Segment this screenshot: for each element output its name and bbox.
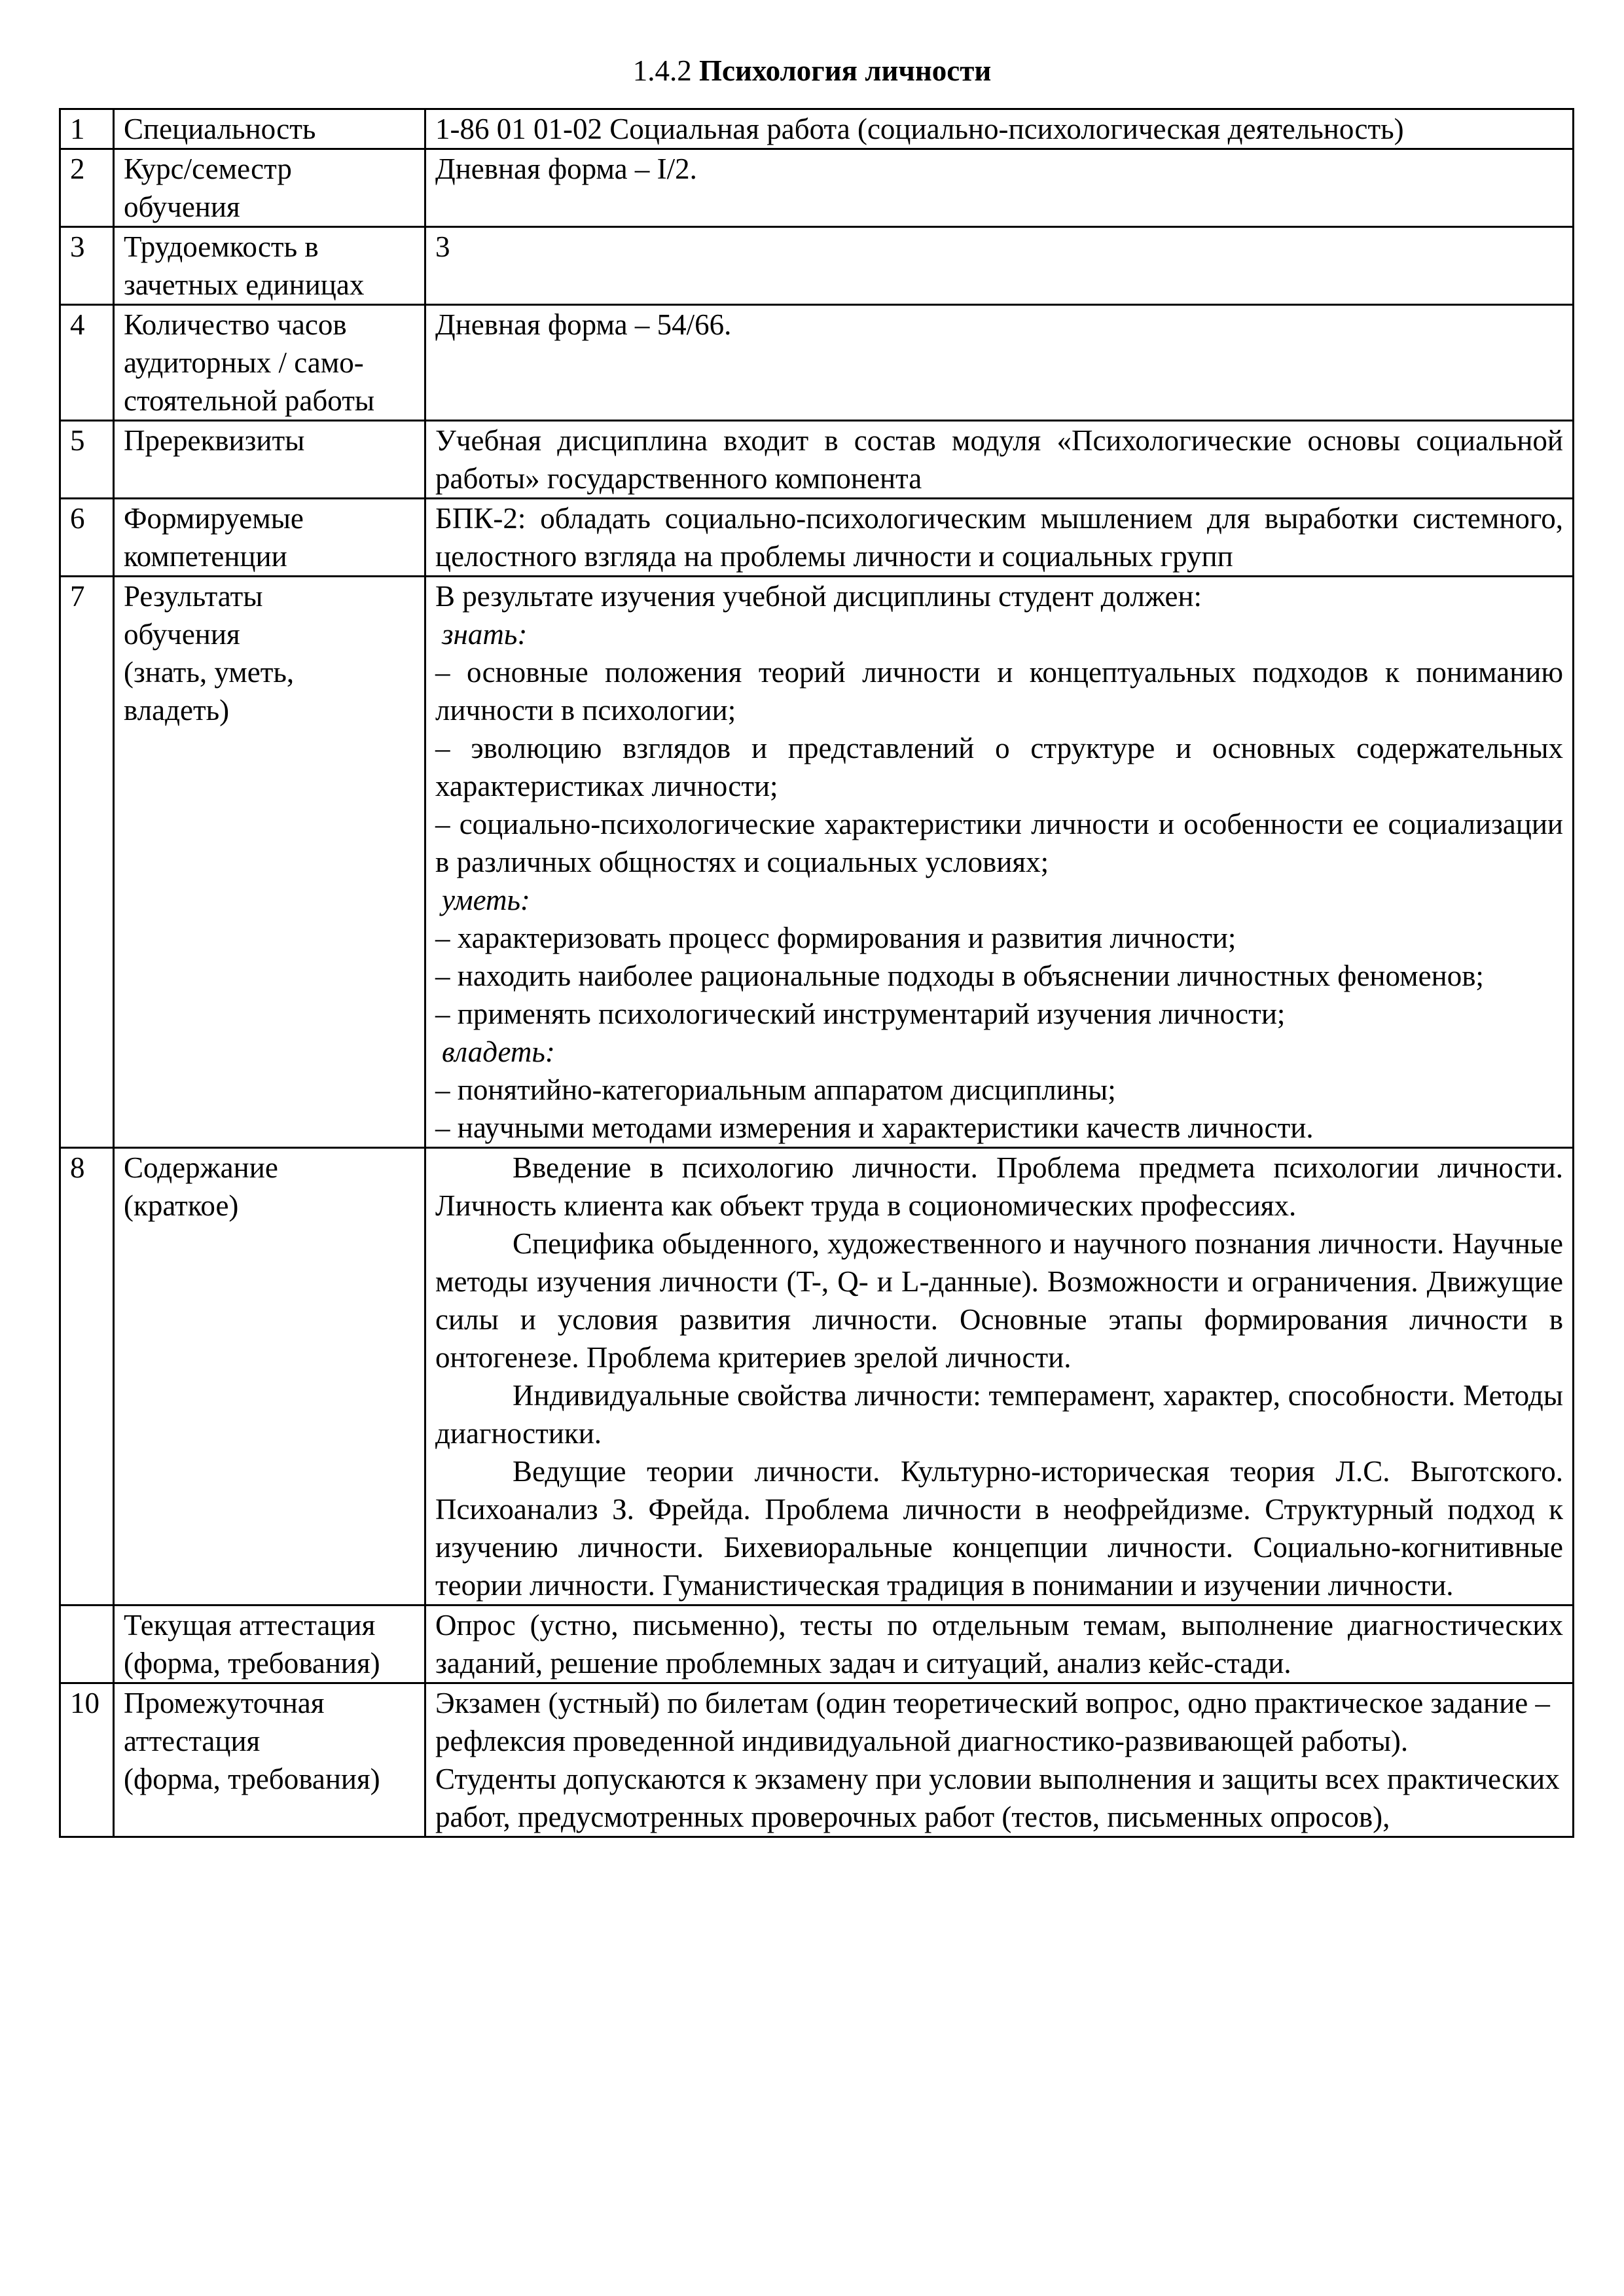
label-line: Трудоемкость в (124, 230, 319, 263)
label-line: (форма, требования) (124, 1763, 380, 1795)
label-line: Содержание (124, 1151, 278, 1184)
value-text: 3 (435, 230, 450, 263)
label-line: (краткое) (124, 1189, 239, 1222)
label-line: Специальность (124, 113, 316, 145)
table-body-detailed (60, 577, 1574, 1837)
can-item: – применять психологический инструментарий изучения личности; (435, 997, 1286, 1030)
know-item: – основные положения теорий личности и концептуальных подходов к пониманию личности в психологии; (435, 656, 1563, 726)
table-row-7 (60, 577, 1574, 1148)
table-row-2 (60, 149, 1574, 227)
row-value (425, 149, 1574, 227)
row-label (114, 109, 425, 149)
outcomes-intro: В результате изучения учебной дисциплины студент должен: (435, 580, 1202, 613)
value-text: Учебная дисциплина входит в состав модуля «Психологические основы социальной работы» государственного компонента (435, 424, 1563, 495)
label-line: владеть) (124, 694, 230, 726)
table-row-3 (60, 227, 1574, 305)
row-number: 1 (60, 109, 114, 149)
row-label (114, 149, 425, 227)
know-item: – социально-психологические характеристики личности и особенности ее социализации в различных общностях и социальных условиях; (435, 808, 1563, 878)
value-text: БПК-2: обладать социально-психологическим мышлением для выработки системного, целостного взгляда на проблемы личности и социальных групп (435, 502, 1563, 573)
document-title (0, 51, 1624, 90)
row-number: 4 (60, 305, 114, 421)
can-item: – находить наиболее рациональные подходы в объяснении личностных феноменов; (435, 960, 1484, 992)
row-number (60, 1605, 114, 1683)
own-heading: владеть: (442, 1035, 555, 1068)
content-paragraph: Индивидуальные свойства личности: темперамент, характер, способности. Методы диагностики. (435, 1379, 1563, 1450)
row-number: 10 (60, 1683, 114, 1837)
row-label (114, 1683, 425, 1837)
value-text: 1-86 01 01-02 Социальная работа (социально-психологическая деятельность) (435, 113, 1404, 145)
row-label (114, 227, 425, 305)
content-paragraph: Специфика обыденного, художественного и научного познания личности. Научные методы изучения личности (T-, Q- и L-данные). Возможности и ограничения. Движущие силы и условия развития личности. Основные этапы формирования личности в онтогенезе. Проблема критериев зрелой личности. (435, 1227, 1563, 1374)
row-value (425, 421, 1574, 499)
label-line: Количество часов (124, 308, 347, 341)
content-paragraph: Ведущие теории личности. Культурно-историческая теория Л.С. Выготского. Психоанализ З. Фрейда. Проблема личности в неофрейдизме. Структурный подход к изучению личности. Бихевиоральные концепции личности. Социально-когнитивные теории личности. Гуманистическая традиция в понимании и изучении личности. (435, 1455, 1563, 1602)
course-table (59, 108, 1574, 1838)
can-item: – характеризовать процесс формирования и развития личности; (435, 922, 1236, 954)
row-number: 8 (60, 1148, 114, 1605)
row-value (425, 1148, 1574, 1605)
own-item: – научными методами измерения и характеристики качеств личности. (435, 1111, 1314, 1144)
row-number: 5 (60, 421, 114, 499)
table-row-6 (60, 499, 1574, 577)
can-heading: уметь: (442, 884, 530, 916)
row-number: 7 (60, 577, 114, 1148)
row-label (114, 499, 425, 577)
know-heading: знать: (442, 618, 528, 651)
label-line: Курс/семестр (124, 152, 292, 185)
row-label (114, 577, 425, 1148)
label-line: (форма, требования) (124, 1647, 380, 1679)
table-row-10 (60, 1683, 1574, 1837)
label-line: аудиторных / само- (124, 346, 364, 379)
label-line: Пререквизиты (124, 424, 305, 457)
row-value: Опрос (устно, письменно), тесты по отдельным темам, выполнение диагностических заданий, решение проблемных задач и ситуаций, анализ кейс-стади. (425, 1605, 1574, 1683)
label-line: обучения (124, 190, 240, 223)
label-line: Результаты (124, 580, 263, 613)
row-value (425, 577, 1574, 1148)
label-line: аттестация (124, 1725, 261, 1757)
label-line: Промежуточная (124, 1687, 325, 1719)
own-item: – понятийно-категориальным аппаратом дисциплины; (435, 1073, 1116, 1106)
label-line: (знать, уметь, (124, 656, 295, 689)
table-row-1 (60, 109, 1574, 149)
label-line: Текущая аттестация (124, 1609, 376, 1641)
table-row-9 (60, 1605, 1574, 1683)
value-text: Дневная форма – I/2. (435, 152, 697, 185)
exam-text: Студенты допускаются к экзамену при условии выполнения и защиты всех практических работ, предусмотренных проверочных работ (тестов, письменных опросов), (435, 1763, 1560, 1833)
title-text: Психология личности (698, 54, 992, 87)
row-value (425, 109, 1574, 149)
table-body (60, 109, 1574, 577)
row-label (114, 1148, 425, 1605)
row-value (425, 499, 1574, 577)
row-value (425, 1683, 1574, 1837)
value-text: Дневная форма – 54/66. (435, 308, 732, 341)
know-item: – эволюцию взглядов и представлений о структуре и основных содержательных характеристиках личности; (435, 732, 1563, 802)
row-label (114, 305, 425, 421)
label-line: Формируемые (124, 502, 304, 535)
row-value (425, 227, 1574, 305)
label-line: стоятельной работы (124, 384, 375, 417)
content-paragraph: Введение в психологию личности. Проблема предмета психологии личности. Личность клиента как объект труда в социономических профессиях. (435, 1151, 1563, 1222)
row-label (114, 421, 425, 499)
label-line: зачетных единицах (124, 268, 365, 301)
row-number: 6 (60, 499, 114, 577)
label-line: обучения (124, 618, 240, 651)
row-number: 2 (60, 149, 114, 227)
exam-text: Экзамен (устный) по билетам (один теоретический вопрос, одно практическое задание – рефлексия проведенной индивидуальной диагностико-развивающей работы). (435, 1687, 1550, 1757)
row-number: 3 (60, 227, 114, 305)
table-row-5 (60, 421, 1574, 499)
table-row-4 (60, 305, 1574, 421)
row-label (114, 1605, 425, 1683)
label-line: компетенции (124, 540, 287, 573)
title-number: 1.4.2 (632, 54, 692, 87)
row-value (425, 305, 1574, 421)
table-row-8 (60, 1148, 1574, 1605)
